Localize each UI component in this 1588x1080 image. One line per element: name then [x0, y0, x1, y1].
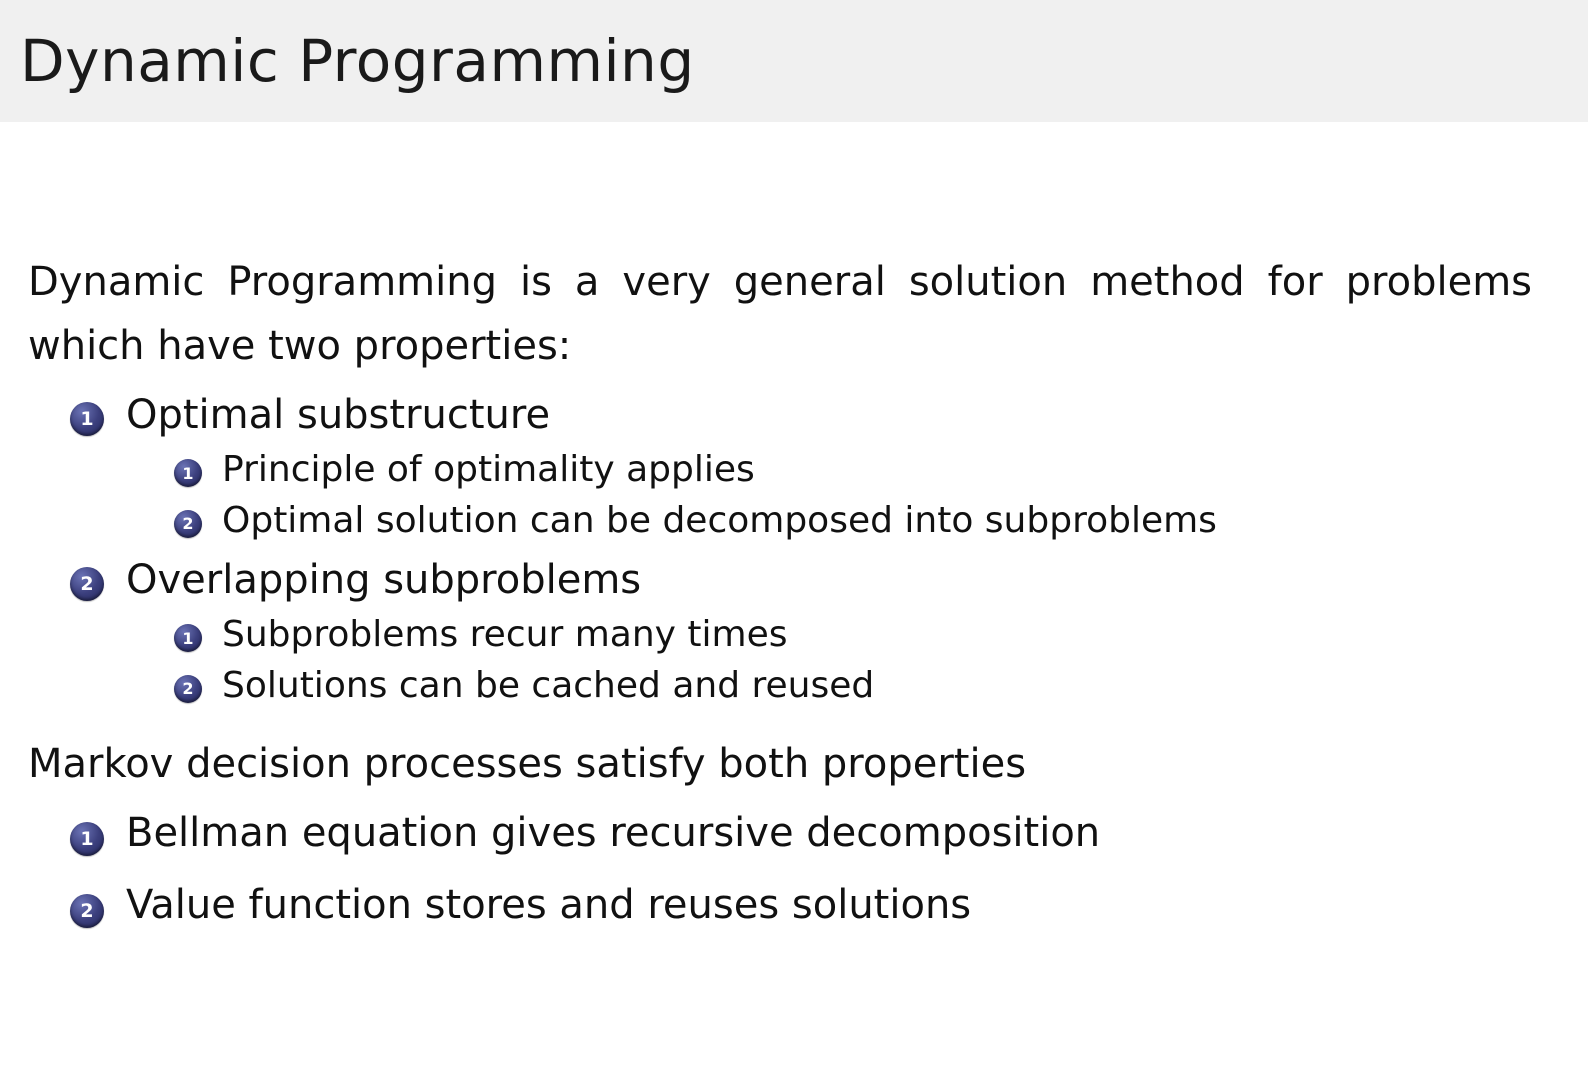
numbered-bullet-icon: 1: [70, 822, 104, 856]
list-item-optimal-substructure: [28, 388, 1532, 442]
numbered-bullet-icon: 1: [174, 624, 202, 652]
slide-title-bar: [0, 0, 1588, 122]
page-title: Dynamic Programming: [20, 27, 695, 95]
list-item-value-function: [28, 878, 1532, 932]
numbered-bullet-icon: 2: [70, 567, 104, 601]
slide-body: [0, 122, 1588, 932]
list-item: [28, 611, 1532, 660]
list-item-overlapping-subproblems: [28, 553, 1532, 607]
sublist-optimal-substructure: [28, 446, 1532, 545]
list-item-label: Overlapping subproblems: [126, 557, 642, 604]
numbered-bullet-icon: 2: [174, 675, 202, 703]
list-item-label: Bellman equation gives recursive decomposition: [126, 810, 1101, 857]
numbered-bullet-icon: 2: [70, 894, 104, 928]
list-item-label: Subproblems recur many times: [222, 614, 788, 656]
list-item-label: Optimal substructure: [126, 392, 551, 438]
properties-list: [28, 388, 1532, 710]
list-item-label: Solutions can be cached and reused: [222, 664, 875, 706]
sublist-overlapping-subproblems: [28, 611, 1532, 710]
list-item-bellman-equation: [28, 806, 1532, 860]
mdp-points-list: [28, 806, 1532, 932]
list-item-label: Principle of optimality applies: [222, 449, 755, 490]
mdp-statement: Markov decision processes satisfy both properties: [28, 741, 1027, 788]
numbered-bullet-icon: 2: [174, 510, 202, 538]
list-item: [28, 662, 1532, 711]
numbered-bullet-icon: 1: [70, 402, 104, 436]
numbered-bullet-icon: 1: [174, 459, 202, 487]
intro-paragraph: Dynamic Programming is a very general solution method for problems which have two properties:: [28, 259, 1532, 369]
list-item: [28, 497, 1532, 546]
list-item-label: Value function stores and reuses solutions: [126, 882, 972, 929]
list-item-label: Optimal solution can be decomposed into subproblems: [222, 499, 1217, 541]
list-item: [28, 446, 1532, 495]
